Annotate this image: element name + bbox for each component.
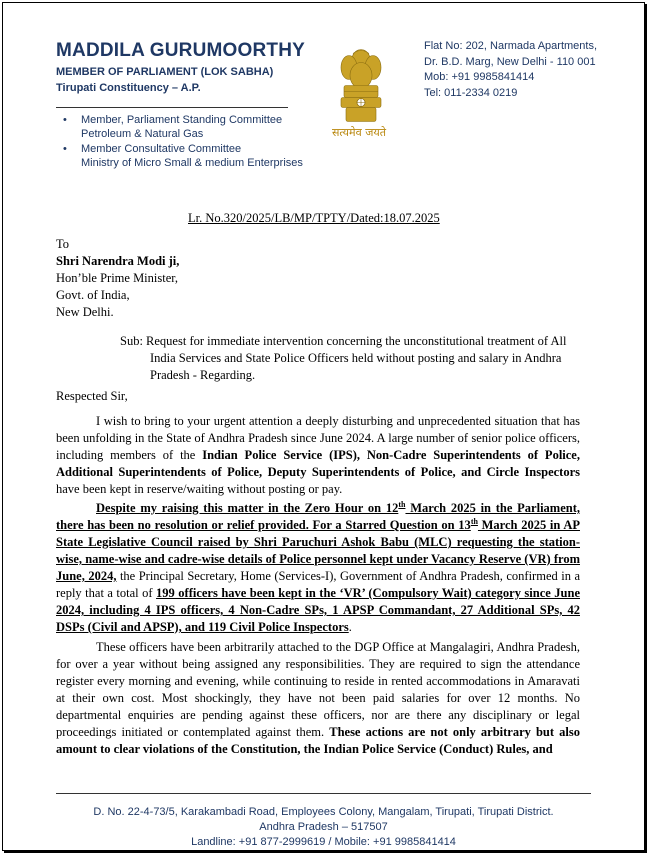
national-motto: सत्यमेव जयते	[332, 126, 387, 139]
committee-memberships	[63, 113, 303, 171]
membership-item: • Member Consultative Committee Ministry of Micro Small & medium Enterprises	[63, 143, 303, 169]
salutation: Respected Sir,	[56, 389, 128, 403]
letter-page	[2, 2, 645, 851]
letter-reference: Lr. No.320/2025/LB/MP/TPTY/Dated:18.07.2025	[188, 211, 440, 225]
recipient-name: Shri Narendra Modi ji,	[56, 254, 180, 268]
body-paragraph-3: These officers have been arbitrarily attached to the DGP Office at Mangalagiri, Andhra Pradesh, for over a year without being assigned any responsibilities. They are required to sign the attendance register every morning and evening, while continuing to reside in rented accommodations in Amaravati at their own cost. Most shockingly, they have not been paid salaries for over 12 months. No departmental enquiries are pending against these officers, nor are there any disciplinary or legal proceedings initiated or contemplated against them. These actions are not only arbitrary but also amount to clear violations of the Constitution, the Indian Police Service (Conduct) Rules, and	[56, 640, 580, 756]
sender-designation: MEMBER OF PARLIAMENT (LOK SABHA)	[56, 66, 274, 78]
body-paragraph-1: I wish to bring to your urgent attention a deeply disturbing and unprecedented situation that has been unfolding in the State of Andhra Pradesh since June 2024. A large number of senior police officers, including members of the Indian Police Service (IPS), Non-Cadre Superintendents of Police, Additional Superintendents of Police, Deputy Superintendents of Police, and Circle Inspectors have been kept in reserve/waiting without posting or pay.	[56, 414, 580, 496]
letter-subject: Sub: Request for immediate intervention concerning the unconstitutional treatment of All India Services and State Police Officers held without posting and salary in Andhra Pradesh - Regarding.	[120, 334, 567, 382]
footer-divider	[56, 793, 591, 794]
membership-item: • Member, Parliament Standing Committee Petroleum & Natural Gas	[63, 114, 283, 140]
bullet-icon: •	[63, 143, 67, 155]
recipient-block: To Shri Narendra Modi ji, Hon’ble Prime Minister, Govt. of India, New Delhi.	[56, 237, 180, 319]
sender-name: MADDILA GURUMOORTHY	[56, 40, 306, 61]
body-paragraph-2: Despite my raising this matter in the Zero Hour on 12th March 2025 in the Parliament, there has been no resolution or relief provided. For a Starred Question on 13th March 2025 in AP State Legislative Council raised by Shri Paruchuri Ashok Babu (MLC) requesting the station-wise, name-wise and cadre-wise details of Police personnel kept under Vacancy Reserve (VR) from June, 2024, the Principal Secretary, Home (Services-I), Government of Andhra Pradesh, confirmed in a reply that a total of 199 officers have been kept in the ‘VR’ (Compulsory Wait) category since June 2024, including 4 IPS officers, 4 Non-Cadre SPs, 1 APSP Commandant, 27 Additional SPs, 42 DSPs (Civil and APSP), and 119 Civil Police Inspectors.	[56, 499, 581, 634]
letterhead-divider	[56, 107, 288, 108]
delhi-address: Flat No: 202, Narmada Apartments, Dr. B.D. Marg, New Delhi - 110 001 Mob: +91 9985841414 Tel: 011-2334 0219	[424, 40, 598, 99]
bullet-icon: •	[63, 114, 67, 126]
sender-constituency: Tirupati Constituency – A.P.	[56, 82, 201, 94]
footer-address: D. No. 22-4-73/5, Karakambadi Road, Employees Colony, Mangalam, Tirupati, Tirupati District. Andhra Pradesh – 517507 Landline: +91 877-2999619 / Mobile: +91 9985841414	[93, 806, 554, 848]
